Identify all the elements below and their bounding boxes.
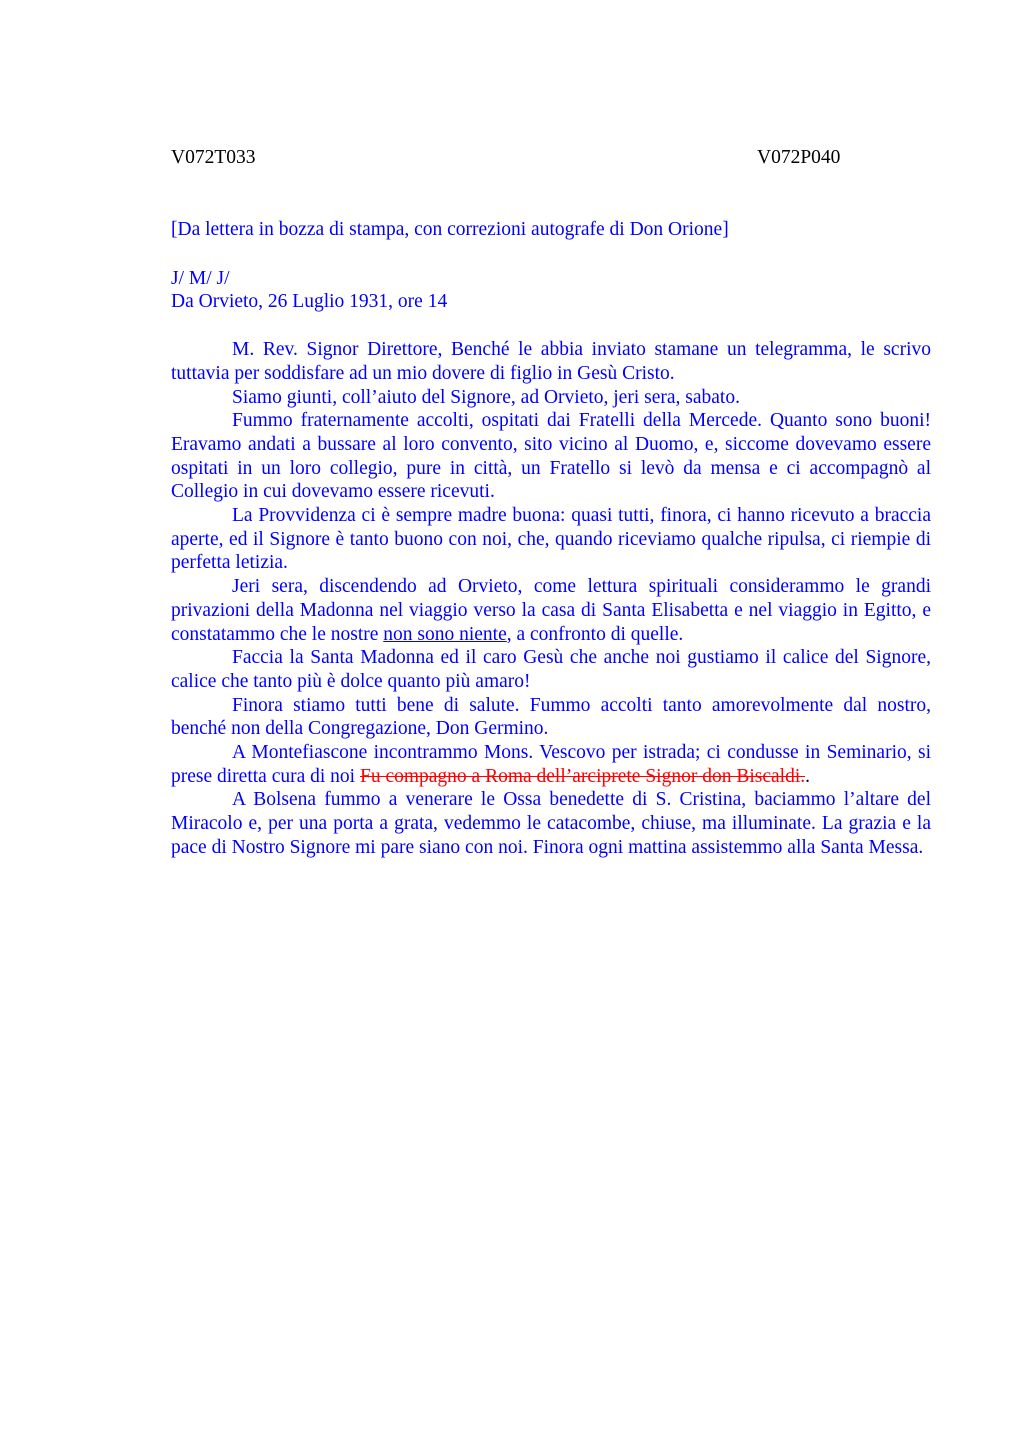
paragraph-8 — [171, 741, 931, 788]
struck-correction: Fu compagno a Roma dell’arciprete Signor don Biscaldi. — [359, 765, 806, 787]
document-code-left: V072T033 — [171, 147, 256, 168]
paragraph-1: M. Rev. Signor Direttore, Benché le abbia inviato stamane un telegramma, le scrivo tuttavia per soddisfare ad un mio dovere di figlio in Gesù Cristo. — [171, 339, 931, 384]
document-code-right: V072P040 — [757, 147, 841, 168]
paragraph-9: A Bolsena fummo a venerare le Ossa benedette di S. Cristina, baciammo l’altare del Miracolo e, per una porta a grata, vedemmo le catacombe, chiuse, ma illuminate. La grazia e la pace di Nostro Signore mi pare siano con noi. Finora ogni mattina assistemmo alla Santa Messa. — [171, 789, 931, 858]
paragraph-6: Faccia la Santa Madonna ed il caro Gesù che anche noi gustiamo il calice del Signore, calice che tanto più è dolce quanto più amaro! — [171, 647, 931, 692]
paragraph-4: La Provvidenza ci è sempre madre buona: quasi tutti, finora, ci hanno ricevuto a braccia aperte, ed il Signore è tanto buono con noi, che, quando riceviamo qualche ripulsa, ci riempie di perfetta letizia. — [171, 505, 931, 574]
underlined-phrase: non sono niente — [383, 623, 507, 645]
sigla: J/ M/ J/ — [171, 267, 230, 289]
editorial-note: [Da lettera in bozza di stampa, con correzioni autografe di Don Orione] — [171, 219, 729, 240]
paragraph-8-text-b: . — [805, 765, 810, 787]
paragraph-5-text-a: Jeri sera, discendendo ad Orvieto, come lettura spirituali considerammo le grandi privazioni della Madonna nel viaggio verso la casa di Santa Elisabetta e nel viaggio in Egitto, e constatammo che le nostre — [171, 576, 931, 645]
paragraph-8-text-a: A Montefiascone incontrammo Mons. Vescovo per istrada; ci condusse in Seminario, si prese diretta cura di noi — [171, 742, 931, 787]
paragraph-5-text-b: , a confronto di quelle. — [506, 623, 684, 645]
letter-body — [171, 218, 931, 860]
paragraph-2: Siamo giunti, coll’aiuto del Signore, ad Orvieto, jeri sera, sabato. — [232, 386, 740, 408]
paragraph-7: Finora stiamo tutti bene di salute. Fummo accolti tanto amorevolmente dal nostro, benché non della Congregazione, Don Germino. — [171, 694, 931, 740]
paragraph-3: Fummo fraternamente accolti, ospitati dai Fratelli della Mercede. Quanto sono buoni! Eravamo andati a bussare al loro convento, sito vicino al Duomo, e, siccome dovevamo essere ospitati in un loro collegio, pure in città, un Fratello si levò da mensa e ci accompagnò al Collegio in cui dovevamo essere ricevuti. — [171, 410, 931, 503]
paragraph-5 — [171, 575, 931, 646]
dateline: Da Orvieto, 26 Luglio 1931, ore 14 — [171, 291, 448, 313]
